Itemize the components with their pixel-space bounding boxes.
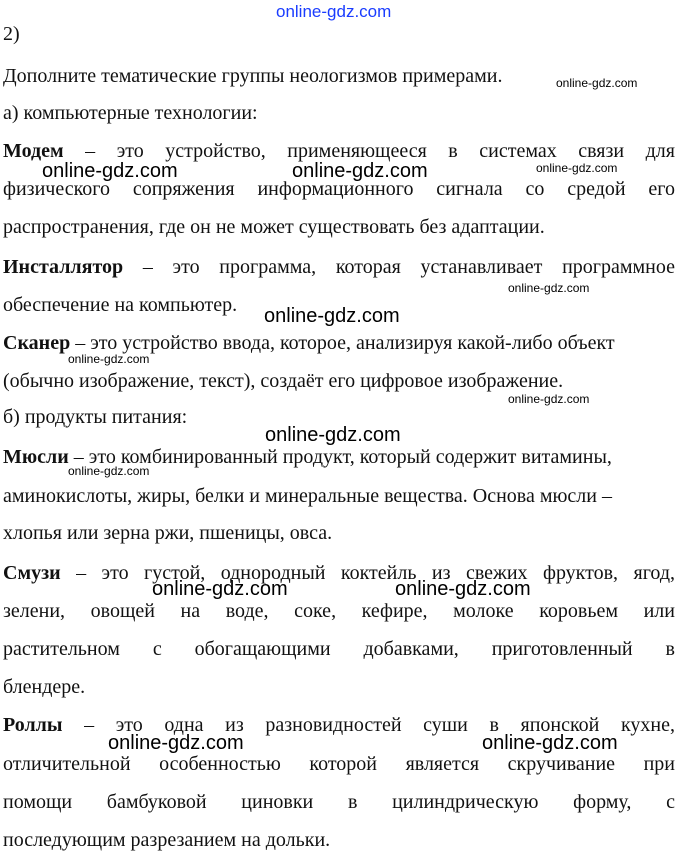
rolls-line-3: помощи бамбуковой циновки в цилиндрическую форму, с [3, 791, 675, 813]
term-smoothie: Смузи [3, 562, 61, 584]
section-a-heading: а) компьютерные технологии: [3, 102, 258, 124]
task-text: Дополните тематические группы неологизмов примерами. [3, 65, 503, 87]
watermark: online-gdz.com [265, 424, 401, 446]
term-scanner: Сканер [3, 332, 71, 354]
smoothie-line-3: растительном с обогащающими добавками, приготовленный в [3, 638, 675, 660]
watermark: online-gdz.com [556, 76, 638, 90]
watermark: online-gdz.com [68, 352, 150, 366]
term-rolls: Роллы [3, 714, 63, 736]
installer-line-2: обеспечение на компьютер. [3, 294, 238, 316]
installer-line-1: Инсталлятор – это программа, которая устанавливает программное [3, 256, 675, 278]
watermark: online-gdz.com [264, 305, 400, 327]
muesli-line-3: хлопья или зерна ржи, пшеницы, овса. [3, 522, 333, 544]
term-installer: Инсталлятор [3, 256, 124, 278]
smoothie-line-4: блендере. [3, 676, 86, 698]
exercise-number: 2) [3, 23, 20, 45]
modem-line-1: Модем – это устройство, применяющееся в системах связи для [3, 140, 675, 162]
watermark: online-gdz.com [395, 578, 531, 600]
scanner-line-1: Сканер – это устройство ввода, которое, анализируя какой-либо объект [3, 332, 615, 354]
smoothie-line-2: зелени, овощей на воде, соке, кефире, молоке коровьем или [3, 600, 675, 622]
rolls-line-4: последующим разрезанием на дольки. [3, 829, 331, 851]
watermark: online-gdz.com [482, 732, 618, 754]
section-b-heading: б) продукты питания: [3, 406, 188, 428]
muesli-line-2: аминокислоты, жиры, белки и минеральные вещества. Основа мюсли – [3, 485, 612, 507]
watermark-top: online-gdz.com [276, 2, 392, 21]
term-modem: Модем [3, 140, 64, 162]
modem-line-3: распространения, где он не может существовать без адаптации. [3, 216, 545, 238]
watermark: online-gdz.com [508, 281, 590, 295]
watermark: online-gdz.com [108, 732, 244, 754]
watermark: online-gdz.com [508, 392, 590, 406]
rolls-line-1: Роллы – это одна из разновидностей суши в японской кухне, [3, 714, 675, 736]
watermark: online-gdz.com [292, 160, 428, 182]
watermark: online-gdz.com [152, 578, 288, 600]
watermark: online-gdz.com [536, 161, 618, 175]
watermark: online-gdz.com [42, 160, 178, 182]
rolls-line-2: отличительной особенностью которой является скручивание при [3, 753, 675, 775]
muesli-line-1: Мюсли – это комбинированный продукт, который содержит витамины, [3, 446, 612, 468]
term-muesli: Мюсли [3, 446, 69, 468]
watermark: online-gdz.com [68, 464, 150, 478]
smoothie-line-1: Смузи – это густой, однородный коктейль из свежих фруктов, ягод, [3, 562, 675, 584]
scanner-line-2: (обычно изображение, текст), создаёт его цифровое изображение. [3, 370, 564, 392]
modem-line-2: физического сопряжения информационного сигнала со средой его [3, 178, 675, 200]
